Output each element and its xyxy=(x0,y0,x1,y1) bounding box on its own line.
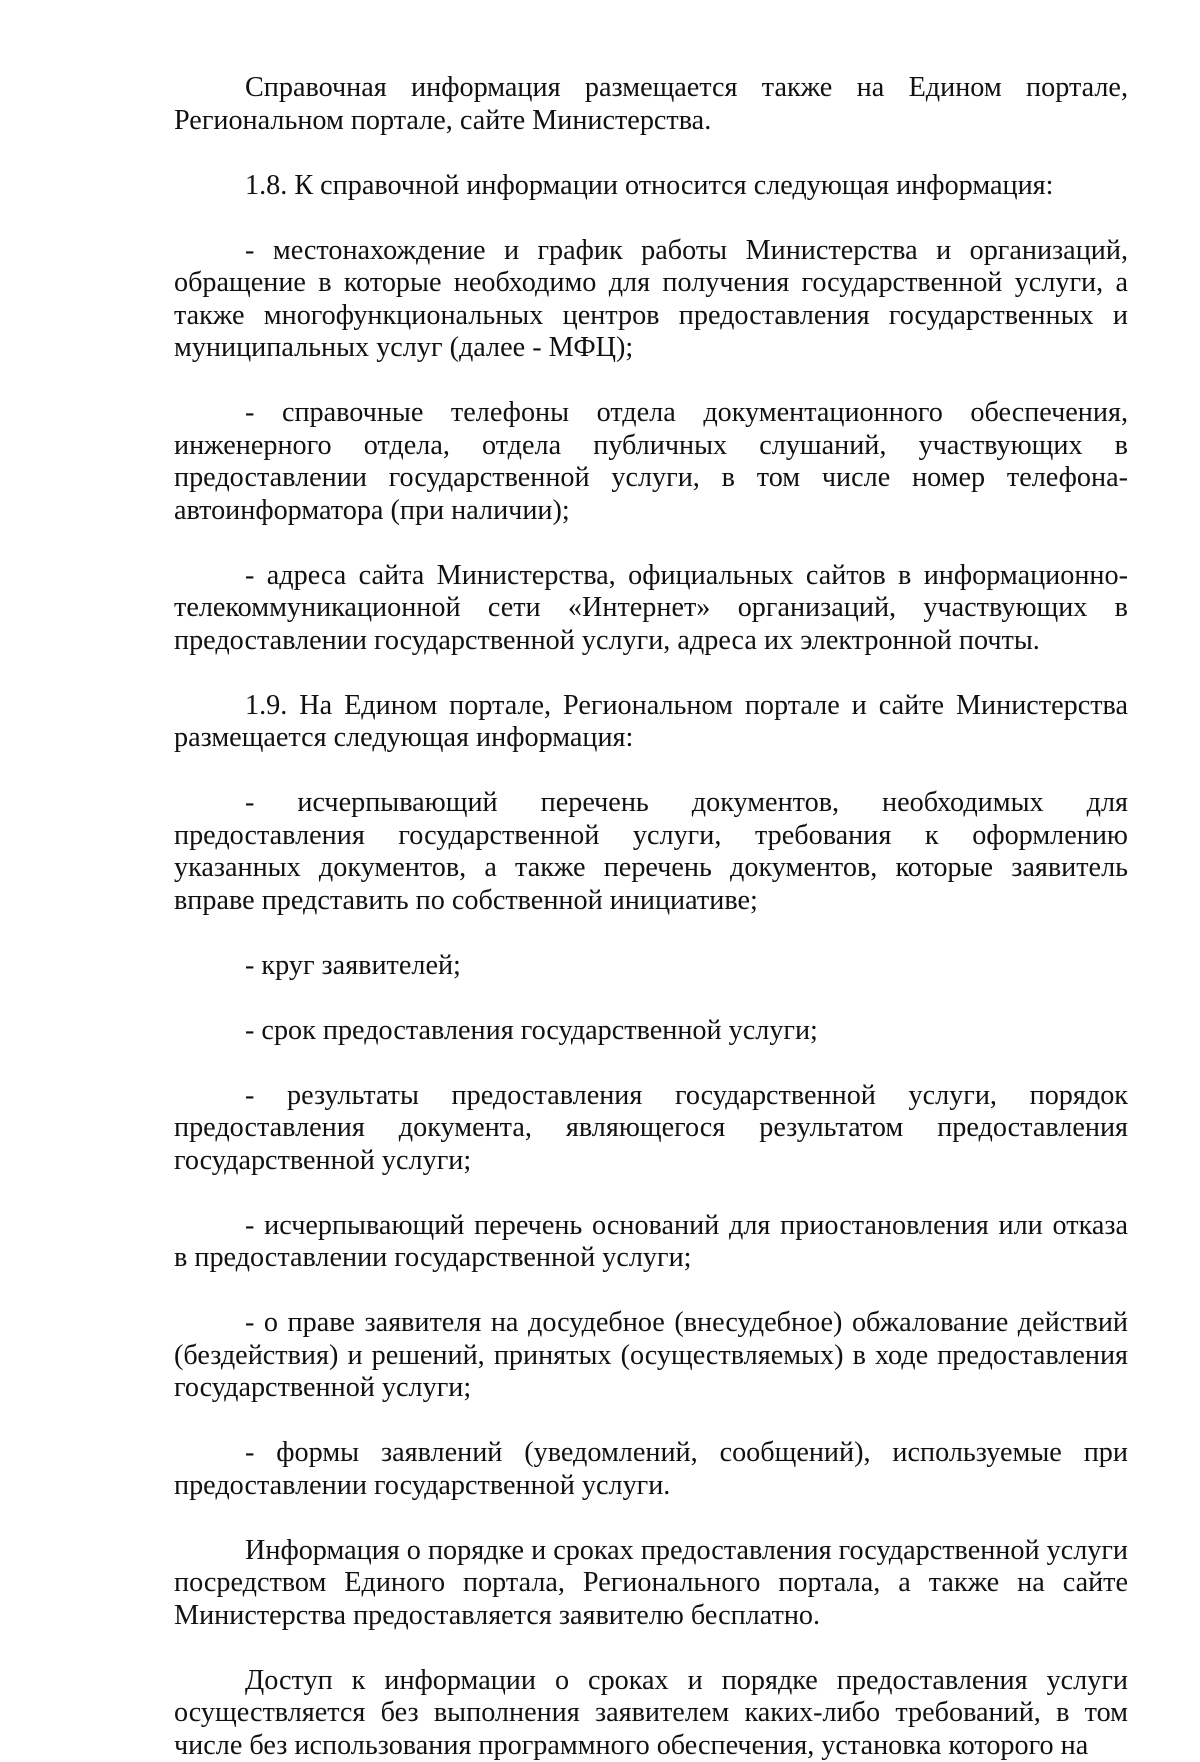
paragraph-reference-info-placement: Справочная информация размещается также на Едином портале, Региональном портале, сайте Министерства. xyxy=(174,72,1128,137)
list-item-application-forms: - формы заявлений (уведомлений, сообщений), используемые при предоставлении государственной услуги. xyxy=(174,1437,1128,1502)
list-item-appeal-rights: - о праве заявителя на досудебное (внесудебное) обжалование действий (бездействия) и решений, принятых (осуществляемых) в ходе предоставления государственной услуги; xyxy=(174,1307,1128,1405)
list-item-refusal-grounds: - исчерпывающий перечень оснований для приостановления или отказа в предоставлении государственной услуги; xyxy=(174,1210,1128,1275)
paragraph-information-access: Доступ к информации о сроках и порядке предоставления услуги осуществляется без выполнения заявителем каких-либо требований, в том числе без использования программного обеспечения, установка которого на xyxy=(174,1665,1128,1762)
list-item-website-addresses: - адреса сайта Министерства, официальных сайтов в информационно-телекоммуникационной сети «Интернет» организаций, участвующих в предоставлении государственной услуги, адреса их электронной почты. xyxy=(174,560,1128,658)
list-item-location-schedule: - местонахождение и график работы Министерства и организаций, обращение в которые необходимо для получения государственной услуги, а также многофункциональных центров предоставления государственных и муниципальных услуг (далее - МФЦ); xyxy=(174,235,1128,365)
paragraph-section-1-8: 1.8. К справочной информации относится следующая информация: xyxy=(174,170,1128,203)
list-item-service-results: - результаты предоставления государственной услуги, порядок предоставления документа, являющегося результатом предоставления государственной услуги; xyxy=(174,1080,1128,1178)
list-item-documents-list: - исчерпывающий перечень документов, необходимых для предоставления государственной услуги, требования к оформлению указанных документов, а также перечень документов, которые заявитель вправе представить по собственной инициативе; xyxy=(174,787,1128,917)
list-item-applicants: - круг заявителей; xyxy=(174,950,1128,983)
paragraph-section-1-9: 1.9. На Едином портале, Региональном портале и сайте Министерства размещается следующая информация: xyxy=(174,690,1128,755)
document-body xyxy=(174,72,1128,1762)
list-item-reference-phones: - справочные телефоны отдела документационного обеспечения, инженерного отдела, отдела публичных слушаний, участвующих в предоставлении государственной услуги, в том числе номер телефона-автоинформатора (при наличии); xyxy=(174,397,1128,527)
list-item-service-term: - срок предоставления государственной услуги; xyxy=(174,1015,1128,1048)
paragraph-free-information: Информация о порядке и сроках предоставления государственной услуги посредством Единого портала, Регионального портала, а также на сайте Министерства предоставляется заявителю бесплатно. xyxy=(174,1535,1128,1633)
